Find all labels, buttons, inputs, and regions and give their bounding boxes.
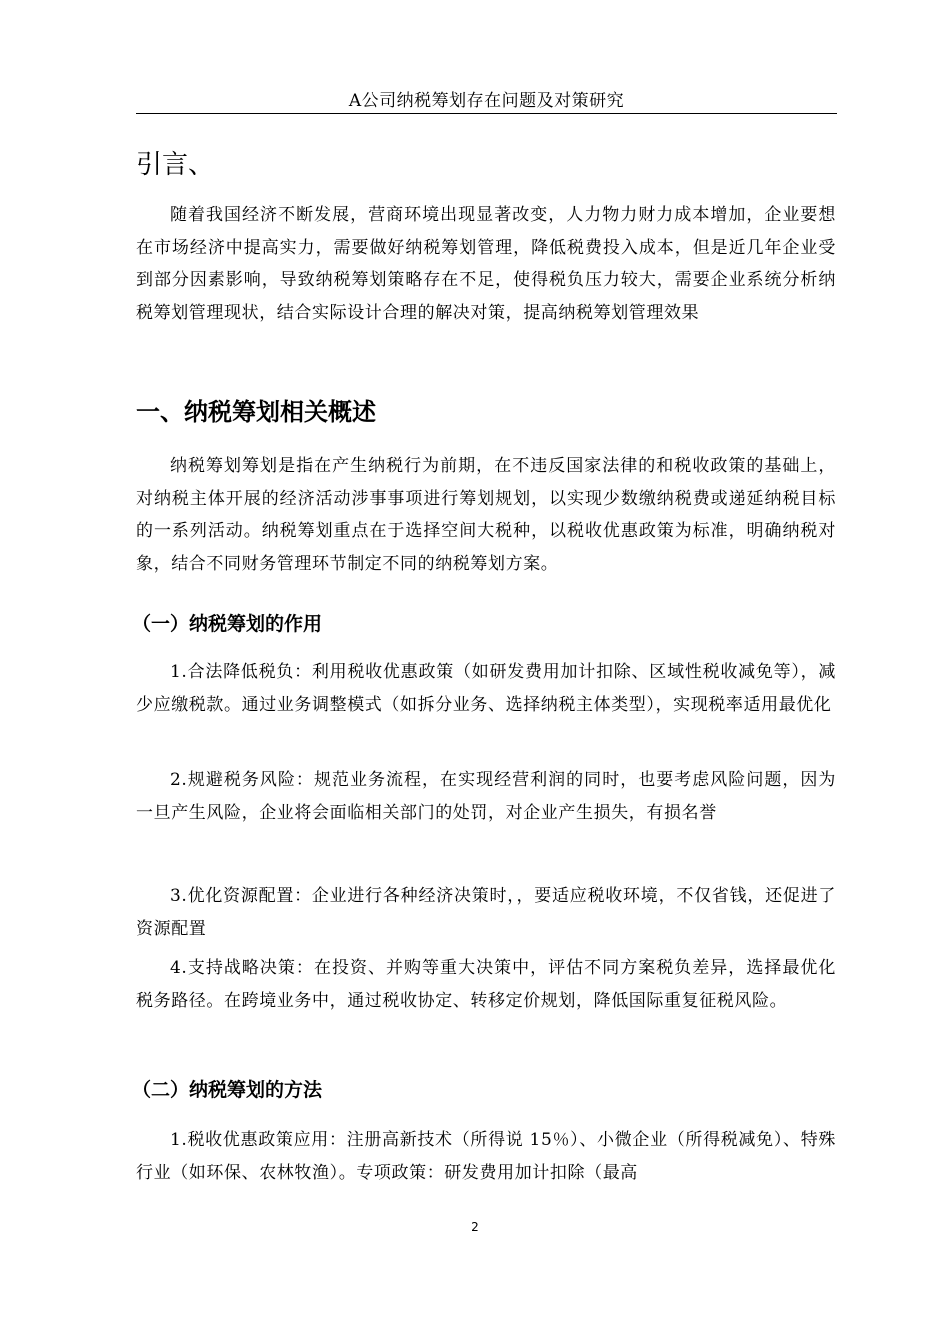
role-item-3: 3.优化资源配置：企业进行各种经济决策时，，要适应税收环境，不仅省钱，还促进了资源配置 <box>136 886 836 939</box>
method-item-1: 1.税收优惠政策应用：注册高新技术（所得说 15％）、小微企业（所得税减免）、特殊行业（如环保、农林牧渔）。专项政策：研发费用加计扣除（最高 <box>136 1130 836 1183</box>
role-item-4: 4.支持战略决策：在投资、并购等重大决策中，评估不同方案税负差异，选择最优化税务路径。在跨境业务中，通过税收协定、转移定价规划，降低国际重复征税风险。 <box>136 958 836 1011</box>
section-1-heading: 一、纳税筹划相关概述 <box>136 398 376 426</box>
header-rule <box>136 113 837 114</box>
subsection-2-heading: （二）纳税筹划的方法 <box>132 1079 323 1101</box>
role-item-1: 1.合法降低税负：利用税收优惠政策（如研发费用加计扣除、区域性税收减免等），减少应缴税款。通过业务调整模式（如拆分业务、选择纳税主体类型），实现税率适用最优化 <box>136 662 836 715</box>
subsection-1-heading: （一）纳税筹划的作用 <box>132 613 323 635</box>
intro-paragraph: 随着我国经济不断发展，营商环境出现显著改变，人力物力财力成本增加，企业要想在市场经济中提高实力，需要做好纳税筹划管理，降低税费投入成本，但是近几年企业受到部分因素影响，导致纳税筹划策略存在不足，使得税负压力较大，需要企业系统分析纳税筹划管理现状，结合实际设计合理的解决对策，提高纳税筹划管理效果 <box>136 205 836 323</box>
role-item-2: 2.规避税务风险：规范业务流程，在实现经营利润的同时，也要考虑风险问题，因为一旦产生风险，企业将会面临相关部门的处罚，对企业产生损失，有损名誉 <box>136 770 836 823</box>
section-1-paragraph: 纳税筹划筹划是指在产生纳税行为前期，在不违反国家法律的和税收政策的基础上，对纳税主体开展的经济活动涉事事项进行筹划规划，以实现少数缴纳税费或递延纳税目标的一系列活动。纳税筹划重点在于选择空间大税种，以税收优惠政策为标准，明确纳税对象，结合不同财务管理环节制定不同的纳税筹划方案。 <box>136 456 836 574</box>
page-number: 2 <box>471 1220 479 1234</box>
running-header-title: A公司纳税筹划存在问题及对策研究 <box>348 91 625 111</box>
intro-heading: 引言、 <box>136 150 215 180</box>
